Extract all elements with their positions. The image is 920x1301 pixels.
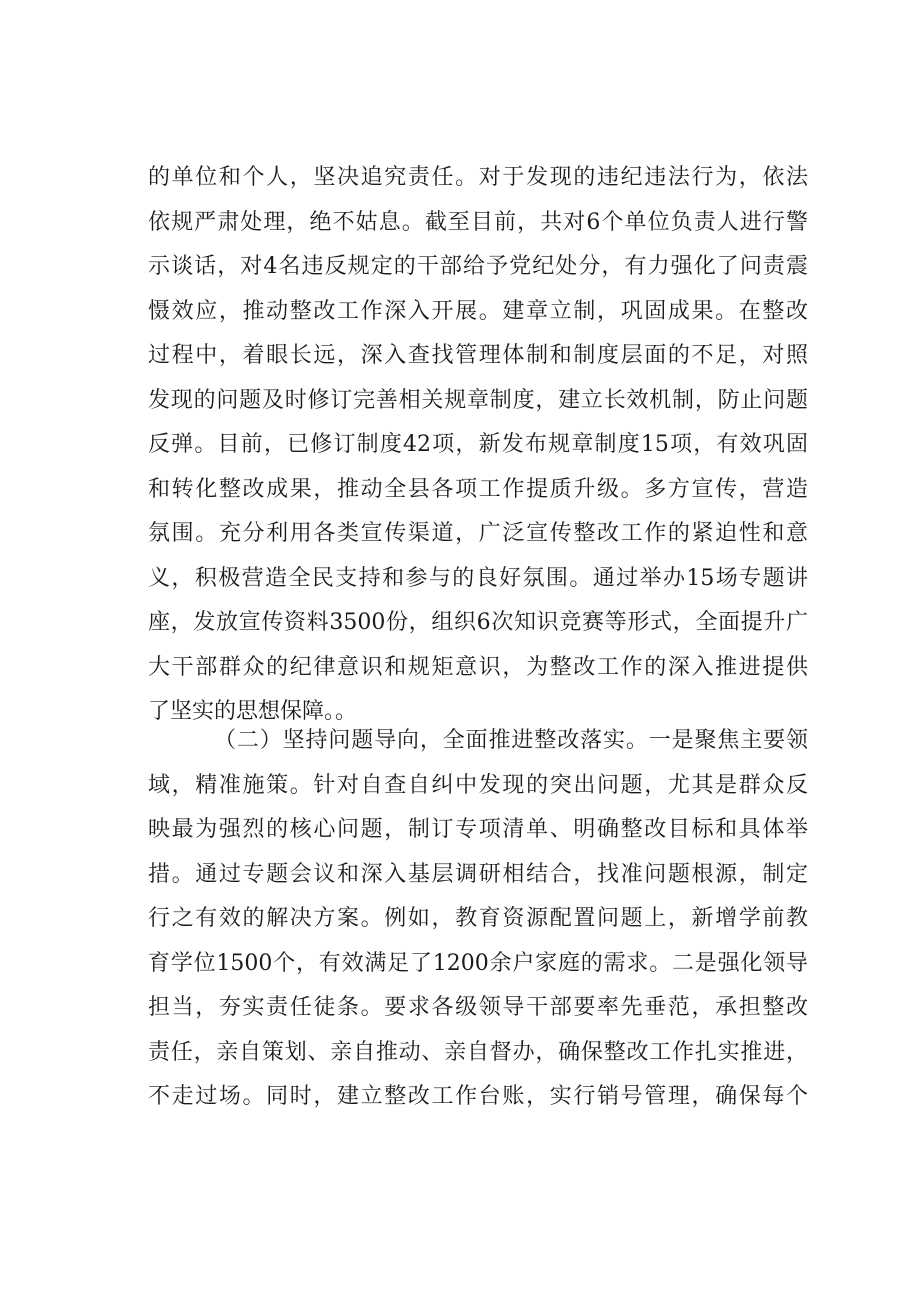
paragraph-line: 育学位1500个，有效满足了1200余户家庭的需求。二是强化领导 (148, 950, 808, 976)
paragraph-line: 氛围。充分利用各类宣传渠道，广泛宣传整改工作的紧迫性和意 (148, 521, 808, 546)
paragraph-problem-oriented (148, 719, 808, 1120)
paragraph-line: 的单位和个人，坚决追究责任。对于发现的违纪违法行为，依法 (148, 165, 808, 190)
paragraph-line: 措。通过专题会议和深入基层调研相结合，找准问题根源，制定 (148, 861, 808, 887)
paragraph-line: 担当，夯实责任徒条。要求各级领导干部要率先垂范，承担整改 (148, 995, 808, 1020)
paragraph-line: 发现的问题及时修订完善相关规章制度，建立长效机制，防止问题 (148, 387, 808, 413)
paragraph-line: 义，积极营造全民支持和参与的良好氛围。通过举办15场专题讲 (148, 565, 808, 591)
paragraph-line: 大干部群众的纪律意识和规矩意识，为整改工作的深入推进提供 (148, 654, 808, 680)
paragraph-line: 座，发放宣传资料3500份，组织6次知识竞赛等形式，全面提升广 (148, 610, 808, 635)
paragraph-line: （二）坚持问题导向，全面推进整改落实。一是聚焦主要领 (214, 728, 808, 753)
paragraph-line: 不走过场。同时，建立整改工作台账，实行销号管理，确保每个 (148, 1084, 808, 1109)
paragraph-line: 域，精准施策。针对自查自纠中发现的突出问题，尤其是群众反 (148, 772, 808, 798)
paragraph-line: 依规严肃处理，绝不姑息。截至目前，共对6个单位负责人进行警 (148, 209, 808, 235)
paragraph-line: 映最为强烈的核心问题，制订专项清单、明确整改目标和具体举 (148, 817, 808, 842)
paragraph-accountability (148, 156, 808, 735)
paragraph-line: 了坚实的思想保障。。 (148, 699, 358, 724)
paragraph-line: 责任，亲自策划、亲自推动、亲自督办，确保整改工作扎实推进， (148, 1039, 808, 1065)
paragraph-line: 示谈话，对4名违反规定的干部给予党纪处分，有力强化了问责震 (148, 254, 808, 279)
paragraph-line: 慑效应，推动整改工作深入开展。建章立制，巩固成果。在整改 (148, 298, 808, 324)
paragraph-line: 反弹。目前，已修订制度42项，新发布规章制度15项，有效巩固 (148, 432, 808, 457)
paragraph-line: 和转化整改成果，推动全县各项工作提质升级。多方宣传，营造 (148, 476, 808, 502)
paragraph-line: 过程中，着眼长远，深入查找管理体制和制度层面的不足，对照 (148, 343, 808, 368)
paragraph-line: 行之有效的解决方案。例如，教育资源配置问题上，新增学前教 (148, 906, 808, 931)
